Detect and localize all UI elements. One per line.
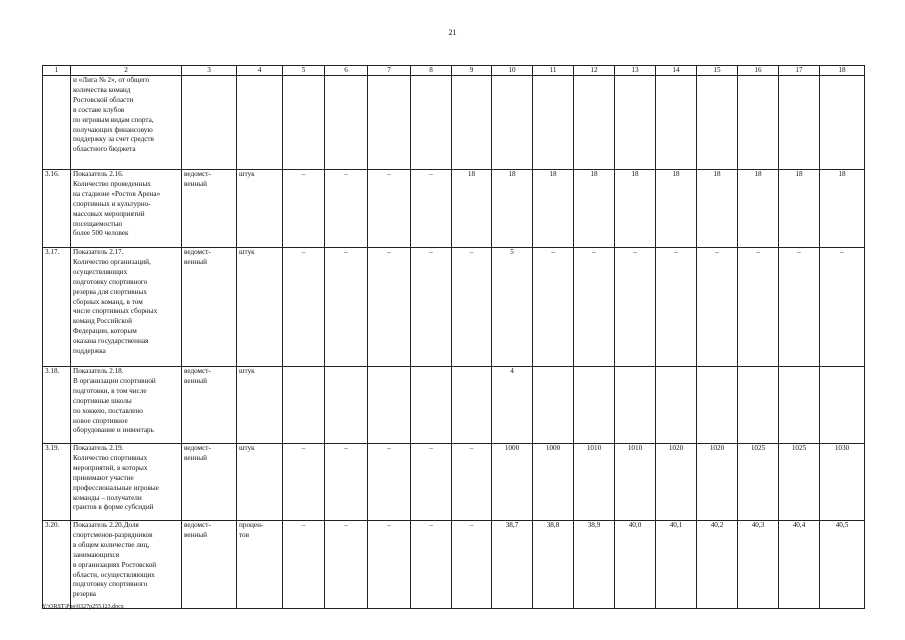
value-cell: – (411, 248, 452, 367)
value-cell (697, 76, 738, 170)
value-cell: 18 (574, 170, 615, 248)
cell-line: спортивных и культурно- (73, 199, 151, 208)
indicator-description (71, 248, 182, 367)
indicator-description (71, 444, 182, 521)
cell-line: и «Лига № 2», от общего (73, 76, 150, 84)
value-cell (574, 76, 615, 170)
value-cell (697, 367, 738, 444)
cell-line: более 500 человек (73, 229, 129, 238)
cell-line: новое спортивное (73, 416, 128, 425)
value-cell: – (368, 521, 411, 609)
cell-line: количества команд (73, 85, 131, 94)
header-cell-4: 4 (237, 66, 283, 76)
cell-line: оборудование и инвентарь (73, 426, 154, 435)
value-cell: 38,7 (492, 521, 533, 609)
cell-line: венный (184, 453, 207, 462)
cell-line: Показатель 2.20.Доля (73, 521, 139, 529)
cell-line: поддержка (73, 347, 106, 356)
indicator-unit (237, 367, 283, 444)
value-cell: – (452, 521, 492, 609)
value-cell: 1020 (656, 444, 697, 521)
value-cell (615, 76, 656, 170)
table-row (43, 170, 865, 248)
table-row (43, 76, 865, 170)
cell-line: на стадионе «Ростов Арена» (73, 189, 161, 198)
value-cell: 18 (738, 170, 779, 248)
row-number: 3.20. (43, 521, 71, 609)
value-cell: 18 (533, 170, 574, 248)
value-cell (452, 367, 492, 444)
footer-file-path: Y:\ORST\Ppo\0327p255.f23.docx (42, 604, 124, 610)
indicator-unit (237, 170, 283, 248)
value-cell: – (368, 170, 411, 248)
row-number (43, 76, 71, 170)
header-cell-18: 18 (820, 66, 865, 76)
cell-line: в организациях Ростовской (73, 560, 157, 569)
cell-line: подготовку спортивного (73, 580, 148, 589)
cell-line: оказана государственная (73, 337, 149, 346)
value-cell: – (656, 248, 697, 367)
cell-line: Количество спортивных (73, 453, 148, 462)
value-cell: 40,4 (779, 521, 820, 609)
header-cell-16: 16 (738, 66, 779, 76)
value-cell: – (411, 521, 452, 609)
cell-line: ведомст- (184, 521, 211, 529)
value-cell: – (615, 248, 656, 367)
value-cell: – (283, 444, 325, 521)
cell-line: венный (184, 530, 207, 539)
header-cell-6: 6 (325, 66, 368, 76)
value-cell: – (533, 248, 574, 367)
indicator-source (182, 170, 237, 248)
table-row (43, 367, 865, 444)
value-cell: 38,9 (574, 521, 615, 609)
value-cell: – (411, 444, 452, 521)
value-cell: – (779, 248, 820, 367)
cell-line: осуществляющих (73, 267, 128, 276)
value-cell (283, 367, 325, 444)
indicator-source (182, 444, 237, 521)
indicator-source (182, 76, 237, 170)
value-cell (820, 367, 865, 444)
cell-line: команд Российской (73, 317, 132, 326)
cell-line: по хоккею, поставлено (73, 406, 143, 415)
value-cell: 1025 (738, 444, 779, 521)
cell-line: массовых мероприятий (73, 209, 145, 218)
cell-line: посещаемостью (73, 219, 123, 228)
value-cell: 4 (492, 367, 533, 444)
value-cell: – (283, 521, 325, 609)
cell-line: Показатель 2.18. (73, 367, 124, 375)
value-cell (779, 367, 820, 444)
cell-line: Федерации, которым (73, 327, 137, 336)
indicator-unit (237, 248, 283, 367)
value-cell: 40,3 (738, 521, 779, 609)
cell-line: Количество проведенных (73, 179, 151, 188)
indicator-description (71, 521, 182, 609)
value-cell: 40,2 (697, 521, 738, 609)
value-cell (820, 76, 865, 170)
cell-line: ведомст- (184, 367, 211, 375)
cell-line: подготовки, в том числе (73, 386, 147, 395)
value-cell: – (697, 248, 738, 367)
cell-line: подготовку спортивного (73, 277, 148, 286)
cell-line: поддержку за счет средств (73, 135, 154, 144)
value-cell (533, 367, 574, 444)
value-cell: 18 (492, 170, 533, 248)
cell-line: мероприятий, в которых (73, 463, 148, 472)
cell-line: в общем количестве лиц, (73, 540, 150, 549)
cell-line: спортсменов-разрядников (73, 530, 153, 539)
value-cell (738, 76, 779, 170)
cell-line: числе спортивных сборных (73, 307, 158, 316)
cell-line: ведомст- (184, 444, 211, 452)
cell-line: резерва (73, 590, 96, 599)
value-cell (325, 76, 368, 170)
value-cell: – (283, 170, 325, 248)
value-cell (656, 76, 697, 170)
header-cell-13: 13 (615, 66, 656, 76)
value-cell: 18 (779, 170, 820, 248)
indicator-source (182, 521, 237, 609)
value-cell: 38,8 (533, 521, 574, 609)
value-cell (738, 367, 779, 444)
header-cell-1: 1 (43, 66, 71, 76)
value-cell: – (325, 170, 368, 248)
header-cell-9: 9 (452, 66, 492, 76)
value-cell: – (325, 444, 368, 521)
header-cell-8: 8 (411, 66, 452, 76)
value-cell: – (283, 248, 325, 367)
value-cell: – (738, 248, 779, 367)
cell-line: сборных команд, в том (73, 297, 143, 306)
row-number: 3.19. (43, 444, 71, 521)
value-cell: – (325, 521, 368, 609)
cell-line: спортивные школы (73, 396, 132, 405)
cell-line: областного бюджета (73, 145, 136, 154)
table-row (43, 248, 865, 367)
indicator-unit (237, 76, 283, 170)
header-cell-14: 14 (656, 66, 697, 76)
header-cell-2: 2 (71, 66, 182, 76)
header-cell-11: 11 (533, 66, 574, 76)
header-cell-12: 12 (574, 66, 615, 76)
cell-line: Показатель 2.19. (73, 444, 124, 452)
cell-line: венный (184, 257, 207, 266)
cell-line: штук (239, 248, 255, 256)
value-cell (656, 367, 697, 444)
cell-line: ведомст- (184, 248, 211, 256)
value-cell: – (368, 444, 411, 521)
row-number: 3.17. (43, 248, 71, 367)
indicator-table (42, 65, 865, 609)
value-cell: – (325, 248, 368, 367)
cell-line: венный (184, 376, 207, 385)
cell-line: профессиональные игровые (73, 483, 159, 492)
cell-line: по игровым видам спорта, (73, 115, 154, 124)
cell-line: резерва для спортивных (73, 287, 147, 296)
cell-line: Показатель 2.17. (73, 248, 124, 256)
cell-line: занимающихся (73, 550, 120, 559)
value-cell: 1020 (697, 444, 738, 521)
cell-line: тов (239, 530, 250, 539)
header-cell-15: 15 (697, 66, 738, 76)
header-cell-7: 7 (368, 66, 411, 76)
cell-line: принимают участие (73, 473, 134, 482)
value-cell: 18 (452, 170, 492, 248)
cell-line: в составе клубов (73, 105, 125, 114)
value-cell: 18 (615, 170, 656, 248)
value-cell (452, 76, 492, 170)
value-cell: 18 (820, 170, 865, 248)
cell-line: процен- (239, 521, 264, 529)
indicator-description (71, 367, 182, 444)
value-cell (411, 76, 452, 170)
header-cell-5: 5 (283, 66, 325, 76)
value-cell (411, 367, 452, 444)
header-cell-17: 17 (779, 66, 820, 76)
cell-line: штук (239, 444, 255, 452)
value-cell: – (452, 248, 492, 367)
value-cell (779, 76, 820, 170)
table-row (43, 521, 865, 609)
value-cell (574, 367, 615, 444)
cell-line: Количество организаций, (73, 257, 151, 266)
value-cell: – (574, 248, 615, 367)
value-cell (533, 76, 574, 170)
indicator-description (71, 170, 182, 248)
cell-line: ведомст- (184, 170, 211, 178)
value-cell: – (820, 248, 865, 367)
value-cell: 18 (656, 170, 697, 248)
value-cell (492, 76, 533, 170)
table-header-row (43, 66, 865, 76)
header-cell-3: 3 (182, 66, 237, 76)
value-cell: 1010 (615, 444, 656, 521)
page-number: 21 (448, 28, 457, 37)
cell-line: штук (239, 367, 255, 375)
cell-line: получающих финансовую (73, 125, 153, 134)
table-row (43, 444, 865, 521)
value-cell (615, 367, 656, 444)
value-cell: 1000 (533, 444, 574, 521)
indicator-unit (237, 444, 283, 521)
indicator-source (182, 248, 237, 367)
value-cell (368, 76, 411, 170)
value-cell: – (452, 444, 492, 521)
value-cell (368, 367, 411, 444)
header-cell-10: 10 (492, 66, 533, 76)
value-cell (325, 367, 368, 444)
indicator-unit (237, 521, 283, 609)
cell-line: команды – получатели (73, 493, 142, 502)
cell-line: венный (184, 179, 207, 188)
value-cell: 40,1 (656, 521, 697, 609)
value-cell: 40,5 (820, 521, 865, 609)
row-number: 3.16. (43, 170, 71, 248)
value-cell (283, 76, 325, 170)
value-cell: 1010 (574, 444, 615, 521)
value-cell: 1000 (492, 444, 533, 521)
value-cell: 1025 (779, 444, 820, 521)
value-cell: 18 (697, 170, 738, 248)
value-cell: 1030 (820, 444, 865, 521)
value-cell: 40,0 (615, 521, 656, 609)
value-cell: – (411, 170, 452, 248)
value-cell: 5 (492, 248, 533, 367)
indicator-source (182, 367, 237, 444)
cell-line: Показатель 2.16. (73, 170, 124, 178)
cell-line: области, осуществляющих (73, 570, 155, 579)
cell-line: штук (239, 170, 255, 178)
indicator-description (71, 76, 182, 170)
value-cell: – (368, 248, 411, 367)
cell-line: В организации спортивной (73, 376, 156, 385)
cell-line: грантов в форме субсидий (73, 503, 154, 512)
cell-line: Ростовской области (73, 95, 134, 104)
row-number: 3.18. (43, 367, 71, 444)
